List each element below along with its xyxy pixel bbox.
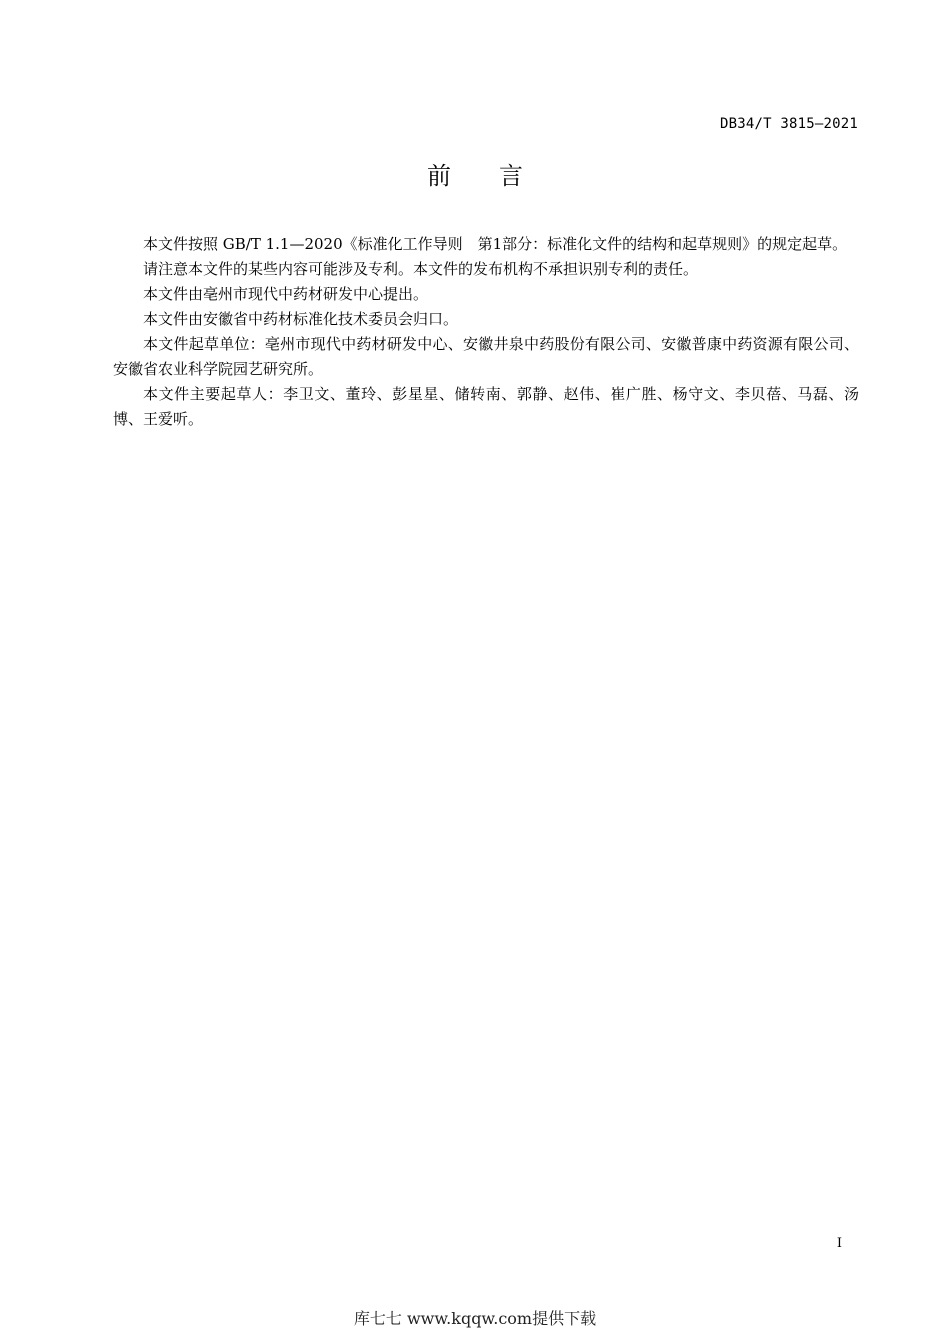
paragraph-drafters: 本文件主要起草人：李卫文、董玲、彭星星、储转南、郭静、赵伟、崔广胜、杨守文、李贝蓓、马磊、汤博、王爱听。 — [113, 385, 859, 428]
paragraph-patent-notice: 请注意本文件的某些内容可能涉及专利。本文件的发布机构不承担识别专利的责任。 — [143, 260, 699, 278]
page-title: 前言 — [427, 162, 571, 190]
paragraph-committee: 本文件由安徽省中药材标准化技术委员会归口。 — [143, 310, 459, 328]
foreword-body — [113, 232, 859, 432]
paragraph-proposer: 本文件由亳州市现代中药材研发中心提出。 — [143, 285, 429, 303]
page-number: I — [836, 1236, 842, 1251]
paragraph-drafting-rules: 本文件按照 GB/T 1.1—2020《标准化工作导则 第1部分：标准化文件的结构和起草规则》的规定起草。 — [143, 235, 848, 253]
paragraph-drafting-units: 本文件起草单位：亳州市现代中药材研发中心、安徽井泉中药股份有限公司、安徽普康中药资源有限公司、安徽省农业科学院园艺研究所。 — [113, 335, 859, 378]
download-watermark: 库七七 www.kqqw.com提供下载 — [353, 1309, 597, 1328]
document-code: DB34/T 3815—2021 — [719, 116, 858, 132]
